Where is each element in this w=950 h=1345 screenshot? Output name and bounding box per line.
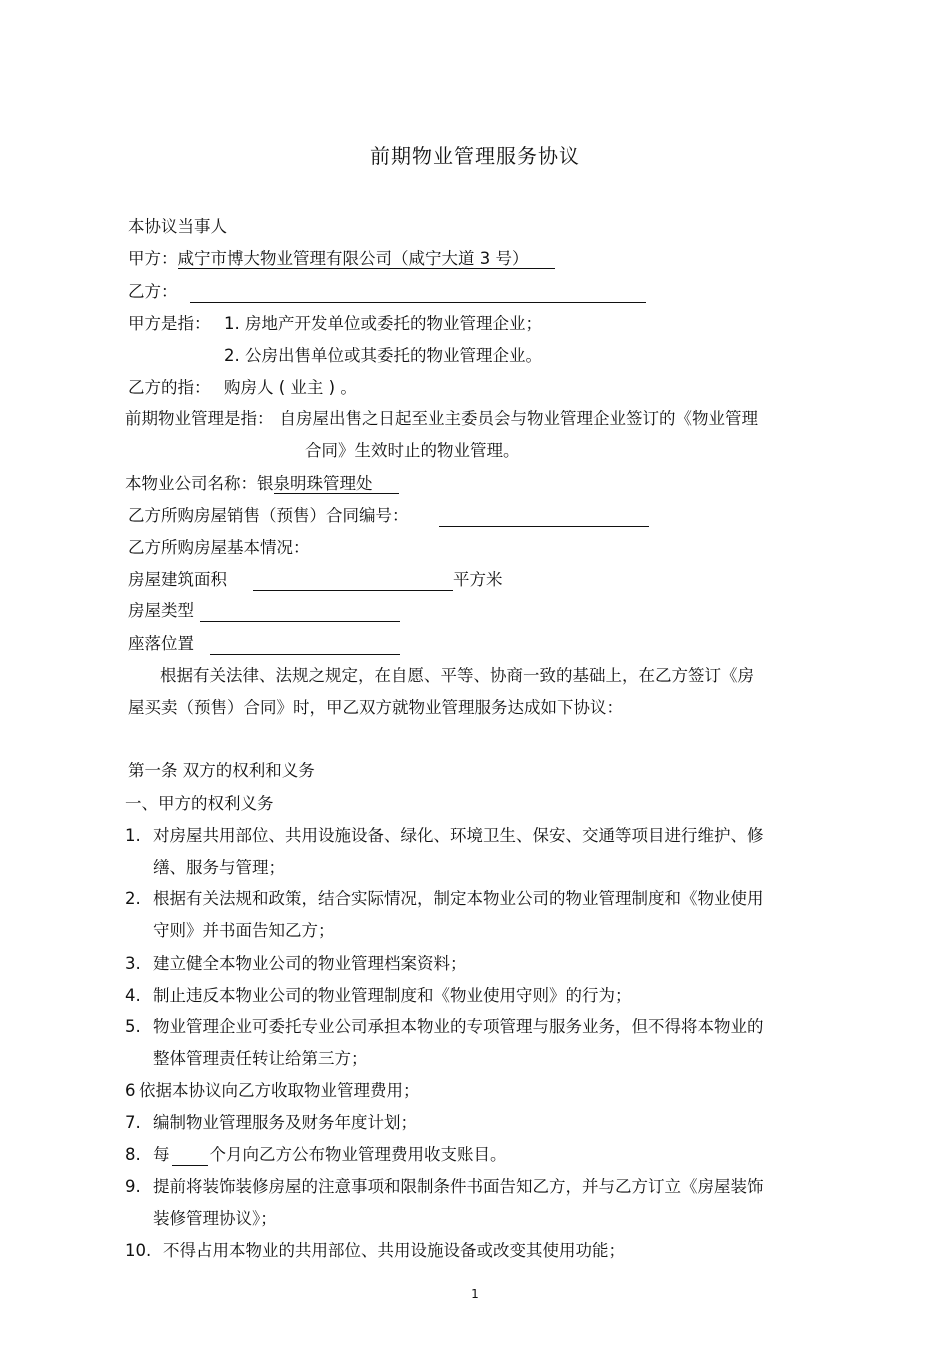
list-item-text: 制止违反本物业公司的物业管理制度和《物业使用守则》的行为； (153, 986, 632, 1005)
party-a-value: 咸宁市博大物业管理有限公司（咸宁大道 3 号） (178, 249, 555, 269)
list-item-text: 整体管理责任转让给第三方； (153, 1049, 368, 1068)
document-title: 前期物业管理服务协议 (370, 144, 580, 168)
company-value: 泉明珠管理处 (274, 474, 399, 494)
mgmt-def-text2: 合同》生效时止的物业管理。 (305, 441, 520, 460)
location-blank (210, 636, 400, 655)
mgmt-def-label: 前期物业管理是指： (125, 409, 274, 428)
list-item-text: 不得占用本物业的共用部位、共用设施设备或改变其使用功能； (163, 1241, 625, 1260)
party-b-label: 乙方： (128, 282, 178, 301)
party-a-def-label: 甲方是指： (128, 314, 211, 333)
list-item-text (153, 1144, 507, 1166)
list-item-text-a: 每 (153, 1145, 170, 1164)
party-b-blank (190, 284, 646, 303)
list-item-text: 装修管理协议》； (153, 1209, 277, 1228)
list-item-text: 对房屋共用部位、共用设施设备、绿化、环境卫生、保安、交通等项目进行维护、修 (153, 826, 764, 845)
mgmt-def-text1: 自房屋出售之日起至业主委员会与物业管理企业签订的《物业管理 (279, 409, 758, 428)
list-item-text: 提前将装饰装修房屋的注意事项和限制条件书面告知乙方，并与乙方订立《房屋装饰 (153, 1177, 764, 1196)
party-a-def-item1: 1. 房地产开发单位或委托的物业管理企业； (224, 314, 542, 333)
intro-line1: 根据有关法律、法规之规定，在自愿、平等、协商一致的基础上，在乙方签订《房 (160, 666, 754, 685)
contract-no-blank (439, 508, 649, 527)
type-blank (200, 603, 400, 622)
intro-line2: 屋买卖（预售）合同》时，甲乙双方就物业管理服务达成如下协议： (128, 698, 623, 717)
months-blank (172, 1147, 208, 1166)
area-blank (253, 572, 453, 591)
company-prefix: 银 (257, 474, 274, 493)
list-item-text: 守则》并书面告知乙方； (153, 921, 335, 940)
page-number: 1 (471, 1287, 479, 1301)
list-item-num: 7. (125, 1113, 141, 1132)
mgmt-def-line1 (125, 408, 758, 430)
list-item-text: 依据本协议向乙方收取物业管理费用； (139, 1081, 420, 1100)
contract-no-label: 乙方所购房屋销售（预售）合同编号： (128, 506, 409, 525)
list-item-num: 1. (125, 826, 141, 845)
type-label: 房屋类型 (128, 601, 194, 620)
article1-heading: 第一条 双方的权利和义务 (128, 761, 315, 780)
party-b-line (128, 281, 646, 303)
contract-no-line (128, 505, 649, 527)
type-line (128, 600, 400, 622)
section-a-heading: 一、甲方的权利义务 (125, 794, 274, 813)
list-item-num: 9. (125, 1177, 141, 1196)
parties-heading: 本协议当事人 (128, 217, 227, 236)
area-line (128, 569, 503, 591)
party-b-def-label: 乙方的指： (128, 378, 211, 397)
list-item-text: 根据有关法规和政策，结合实际情况，制定本物业公司的物业管理制度和《物业使用 (153, 889, 764, 908)
list-item-text-b: 个月向乙方公布物业管理费用收支账目。 (209, 1145, 507, 1164)
list-item-num: 6 (125, 1081, 136, 1100)
house-info-heading: 乙方所购房屋基本情况： (128, 538, 310, 557)
location-line (128, 633, 400, 655)
company-line (125, 473, 399, 495)
party-a-def-item2: 2. 公房出售单位或其委托的物业管理企业。 (224, 346, 542, 365)
list-item-num: 10. (125, 1241, 152, 1260)
party-a-label: 甲方： (128, 249, 178, 268)
company-label: 本物业公司名称： (125, 474, 257, 493)
list-item-text: 物业管理企业可委托专业公司承担本物业的专项管理与服务业务，但不得将本物业的 (153, 1017, 764, 1036)
area-label: 房屋建筑面积 (128, 570, 227, 589)
party-a-line (128, 248, 555, 270)
list-item-num: 4. (125, 986, 141, 1005)
list-item-num: 2. (125, 889, 141, 908)
list-item-text: 缮、服务与管理； (153, 858, 285, 877)
list-item-text: 建立健全本物业公司的物业管理档案资料； (153, 954, 467, 973)
location-label: 座落位置 (128, 634, 194, 653)
party-b-def-value: 购房人 ( 业主 ) 。 (224, 378, 357, 397)
list-item-num: 3. (125, 954, 141, 973)
area-unit: 平方米 (453, 570, 503, 589)
list-item-num: 8. (125, 1145, 141, 1164)
list-item-text: 编制物业管理服务及财务年度计划； (153, 1113, 417, 1132)
list-item-num: 5. (125, 1017, 141, 1036)
